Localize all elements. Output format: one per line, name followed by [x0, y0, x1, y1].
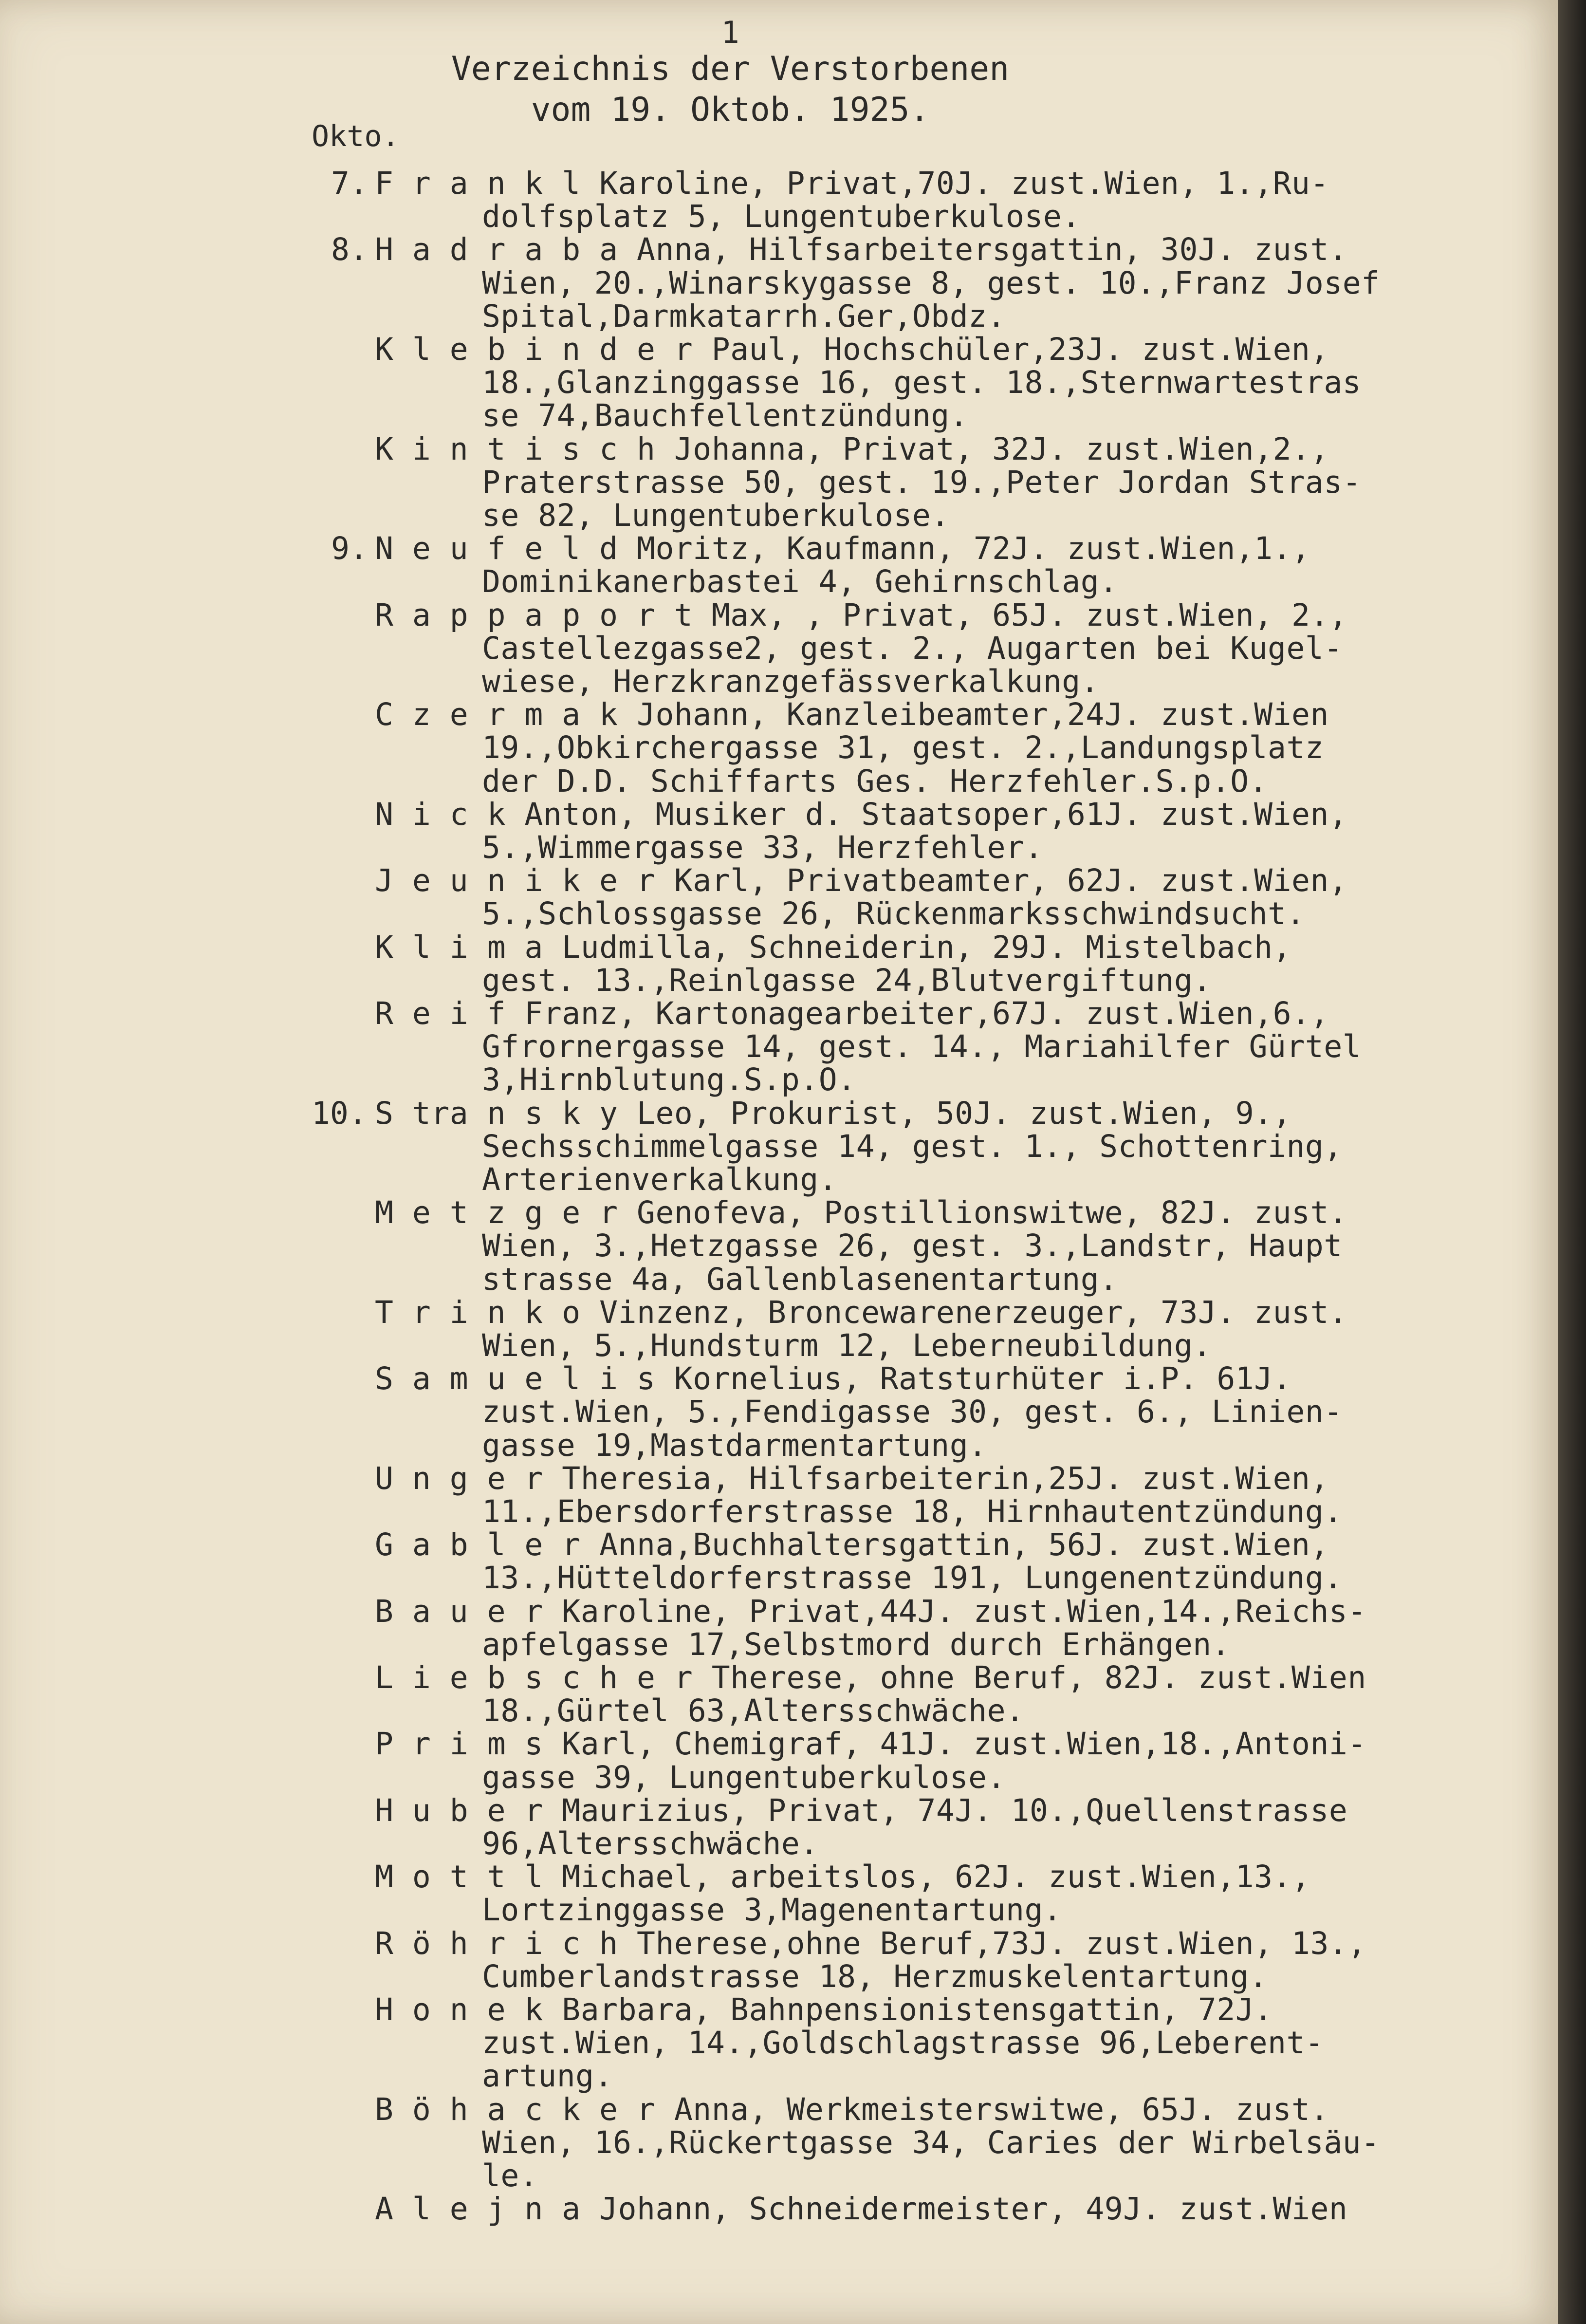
entry-line: 11.,Ebersdorferstrasse 18, Hirnhautentzündung.: [482, 1494, 1343, 1529]
entry-line: 3,Hirnblutung.S.p.O.: [482, 1062, 856, 1098]
entry-line: R e i f Franz, Kartonagearbeiter,67J. zust.Wien,6.,: [375, 996, 1329, 1031]
entry-line: U n g e r Theresia, Hilfsarbeiterin,25J. zust.Wien,: [375, 1460, 1329, 1496]
entry-line: gest. 13.,Reinlgasse 24,Blutvergiftung.: [482, 962, 1212, 998]
entry-line: gasse 39, Lungentuberkulose.: [482, 1759, 1006, 1795]
entry-line: Sechsschimmelgasse 14, gest. 1., Schottenring,: [482, 1128, 1343, 1164]
entry-line: N i c k Anton, Musiker d. Staatsoper,61J. zust.Wien,: [375, 796, 1348, 832]
entry-line: R a p p a p o r t Max, , Privat, 65J. zust.Wien, 2.,: [375, 597, 1348, 633]
entry-day: 9.: [331, 531, 368, 567]
entry-line: 96,Altersschwäche.: [482, 1826, 819, 1861]
entry-day: 8.: [331, 232, 368, 268]
entry-line: 18.,Gürtel 63,Altersschwäche.: [482, 1693, 1025, 1729]
page-title: [0, 49, 1460, 130]
entry-line: der D.D. Schiffarts Ges. Herzfehler.S.p.O.: [482, 763, 1268, 799]
entry-line: T r i n k o Vinzenz, Broncewarenerzeuger, 73J. zust.: [375, 1294, 1348, 1330]
entry-line: S a m u e l i s Kornelius, Ratsturhüter i.P. 61J.: [375, 1361, 1292, 1397]
entry-line: Wien, 16.,Rückertgasse 34, Caries der Wirbelsäu-: [482, 2124, 1380, 2160]
entry-line: H o n e k Barbara, Bahnpensionistensgattin, 72J.: [375, 1992, 1273, 2027]
entry-line: artung.: [482, 2058, 613, 2094]
entry-line: S tra n s k y Leo, Prokurist, 50J. zust.Wien, 9.,: [375, 1095, 1292, 1131]
entry-line: L i e b s c h e r Therese, ohne Beruf, 82J. zust.Wien: [375, 1660, 1366, 1695]
entry-line: N e u f e l d Moritz, Kaufmann, 72J. zust.Wien,1.,: [375, 531, 1310, 567]
entry-line: C z e r m a k Johann, Kanzleibeamter,24J. zust.Wien: [375, 697, 1329, 733]
entry-line: B a u e r Karoline, Privat,44J. zust.Wien,14.,Reichs-: [375, 1593, 1366, 1629]
entry-line: Wien, 5.,Hundsturm 12, Leberneubildung.: [482, 1328, 1212, 1363]
month-label: Okto.: [312, 119, 400, 153]
entry-line: Wien, 20.,Winarskygasse 8, gest. 10.,Franz Josef: [482, 265, 1380, 301]
entry-line: G a b l e r Anna,Buchhaltersgattin, 56J. zust.Wien,: [375, 1527, 1329, 1563]
entry-line: K l i m a Ludmilla, Schneiderin, 29J. Mistelbach,: [375, 929, 1292, 965]
entry-line: strasse 4a, Gallenblasenentartung.: [482, 1261, 1118, 1297]
entry-line: zust.Wien, 5.,Fendigasse 30, gest. 6., Linien-: [482, 1394, 1343, 1430]
entry-line: se 74,Bauchfellentzündung.: [482, 398, 969, 434]
title-line-2: vom 19. Oktob. 1925.: [531, 91, 930, 129]
entry-line: H a d r a b a Anna, Hilfsarbeitersgattin, 30J. zust.: [375, 232, 1348, 268]
entry-day: 7.: [331, 166, 368, 201]
entry-line: 13.,Hütteldorferstrasse 191, Lungenentzündung.: [482, 1560, 1343, 1596]
entry-line: Praterstrasse 50, gest. 19.,Peter Jordan Stras-: [482, 464, 1362, 500]
entry-line: se 82, Lungentuberkulose.: [482, 498, 950, 533]
entry-line: zust.Wien, 14.,Goldschlagstrasse 96,Leberent-: [482, 2025, 1324, 2061]
entry-line: Dominikanerbastei 4, Gehirnschlag.: [482, 564, 1118, 600]
book-edge: [1558, 0, 1586, 2324]
entry-line: B ö h a c k e r Anna, Werkmeisterswitwe, 65J. zust.: [375, 2091, 1329, 2127]
entry-day: 10.: [312, 1095, 367, 1131]
entry-line: P r i m s Karl, Chemigraf, 41J. zust.Wien,18.,Antoni-: [375, 1726, 1366, 1762]
entry-line: Castellezgasse2, gest. 2., Augarten bei Kugel-: [482, 630, 1343, 666]
entry-line: M o t t l Michael, arbeitslos, 62J. zust.Wien,13.,: [375, 1859, 1310, 1895]
entry-line: R ö h r i c h Therese,ohne Beruf,73J. zust.Wien, 13.,: [375, 1925, 1366, 1961]
entry-line: J e u n i k e r Karl, Privatbeamter, 62J. zust.Wien,: [375, 863, 1348, 899]
entry-line: Gfrornergasse 14, gest. 14., Mariahilfer Gürtel: [482, 1029, 1362, 1065]
entry-line: le.: [482, 2158, 538, 2194]
entry-line: 18.,Glanzinggasse 16, gest. 18.,Sternwartestras: [482, 365, 1362, 401]
entry-line: Arterienverkalkung.: [482, 1162, 838, 1197]
entry-line: 5.,Schlossgasse 26, Rückenmarksschwindsucht.: [482, 896, 1305, 932]
entry-line: Cumberlandstrasse 18, Herzmuskelentartung.: [482, 1958, 1268, 1994]
entry-line: Spital,Darmkatarrh.Ger,Obdz.: [482, 298, 1006, 334]
entry-line: H u b e r Maurizius, Privat, 74J. 10.,Quellenstrasse: [375, 1792, 1348, 1828]
entry-line: F r a n k l Karoline, Privat,70J. zust.Wien, 1.,Ru-: [375, 166, 1329, 201]
entry-line: 19.,Obkirchergasse 31, gest. 2.,Landungsplatz: [482, 730, 1324, 766]
entry-line: K i n t i s c h Johanna, Privat, 32J. zust.Wien,2.,: [375, 431, 1329, 467]
entry-line: gasse 19,Mastdarmentartung.: [482, 1427, 987, 1463]
entry-line: dolfsplatz 5, Lungentuberkulose.: [482, 199, 1081, 235]
entry-line: Lortzinggasse 3,Magenentartung.: [482, 1892, 1062, 1928]
title-line-1: Verzeichnis der Verstorbenen: [451, 50, 1010, 88]
entry-line: 5.,Wimmergasse 33, Herzfehler.: [482, 830, 1043, 865]
entry-line: wiese, Herzkranzgefässverkalkung.: [482, 664, 1100, 699]
entry-line: A l e j n a Johann, Schneidermeister, 49J. zust.Wien: [375, 2191, 1348, 2227]
entry-line: apfelgasse 17,Selbstmord durch Erhängen.: [482, 1626, 1231, 1662]
page-number: 1: [721, 15, 739, 50]
entry-line: Wien, 3.,Hetzgasse 26, gest. 3.,Landstr, Haupt: [482, 1228, 1343, 1264]
entry-line: M e t z g e r Genofeva, Postillionswitwe, 82J. zust.: [375, 1195, 1348, 1231]
entry-line: K l e b i n d e r Paul, Hochschüler,23J. zust.Wien,: [375, 332, 1329, 367]
